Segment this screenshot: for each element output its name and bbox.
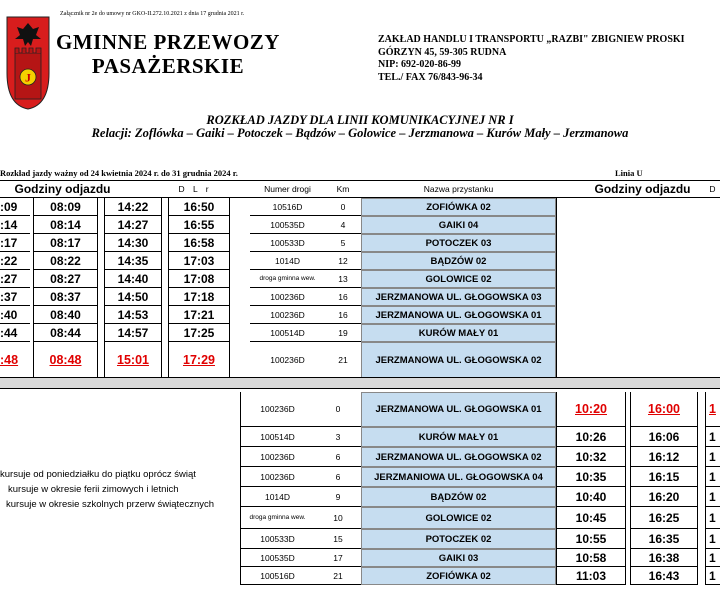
- header-dlr-left: D L r: [178, 184, 212, 194]
- departure-time: :17: [0, 234, 30, 252]
- road-number: 100236D: [240, 447, 315, 467]
- km-value: 10: [315, 507, 361, 529]
- road-number: 100236D: [250, 288, 325, 306]
- municipality-title-line1: GMINNE PRZEWOZY: [56, 30, 280, 54]
- departure-time: 1: [705, 567, 720, 585]
- departure-time: :40: [0, 306, 30, 324]
- road-number: 10516D: [250, 198, 325, 216]
- departure-time: 10:45: [556, 507, 626, 529]
- departure-time: 14:50: [104, 288, 162, 306]
- legend-item-weekdays: kursuje od poniedziałku do piątku oprócz świąt: [0, 469, 196, 480]
- departure-time: 14:53: [104, 306, 162, 324]
- departure-time: 1: [705, 427, 720, 447]
- header-stop-name: Nazwa przystanku: [423, 184, 494, 194]
- departure-time: 14:40: [104, 270, 162, 288]
- stop-name: GOLOWICE 02: [361, 270, 556, 288]
- header-km: Km: [336, 184, 350, 194]
- departure-time: :27: [0, 270, 30, 288]
- departure-time: 14:57: [104, 324, 162, 342]
- departure-time: 17:03: [168, 252, 230, 270]
- validity-note: Rozkład jazdy ważny od 24 kwietnia 2024 r. do 31 grudnia 2024 r.: [0, 168, 238, 178]
- road-number: 1014D: [250, 252, 325, 270]
- departure-time: 17:08: [168, 270, 230, 288]
- departure-time: 16:58: [168, 234, 230, 252]
- road-number: 100236D: [250, 306, 325, 324]
- km-value: 19: [325, 324, 361, 342]
- header-departures-left: Godziny odjazdu: [14, 182, 111, 196]
- departure-time: 14:22: [104, 198, 162, 216]
- departure-time: 16:06: [630, 427, 698, 447]
- departure-time: 1: [705, 467, 720, 487]
- km-value: 12: [325, 252, 361, 270]
- departure-time: 16:38: [630, 549, 698, 567]
- stop-name: POTOCZEK 02: [361, 529, 556, 549]
- departure-time: :44: [0, 324, 30, 342]
- road-number: 100533D: [250, 234, 325, 252]
- departure-time: 1: [705, 447, 720, 467]
- road-number: 100535D: [250, 216, 325, 234]
- departure-time: 08:22: [33, 252, 98, 270]
- departure-time: 17:21: [168, 306, 230, 324]
- municipality-title: [52, 30, 284, 78]
- inbound-top-rule: [0, 388, 720, 389]
- departure-time: 16:50: [168, 198, 230, 216]
- road-number: 100533D: [240, 529, 315, 549]
- section-separator: [0, 378, 720, 388]
- road-number: 100236D: [240, 392, 315, 427]
- km-value: 3: [315, 427, 361, 447]
- header-road-number: Numer drogi: [264, 184, 311, 194]
- departure-time: 17:25: [168, 324, 230, 342]
- departure-time: :48: [0, 342, 30, 378]
- stop-name: JERZMANOWA UL. GŁOGOWSKA 03: [361, 288, 556, 306]
- stop-name: KURÓW MAŁY 01: [361, 324, 556, 342]
- departure-time: 16:25: [630, 507, 698, 529]
- road-number: 1014D: [240, 487, 315, 507]
- road-number: 100516D: [240, 567, 315, 585]
- departure-time: 1: [705, 529, 720, 549]
- company-name: ZAKŁAD HANDLU I TRANSPORTU „RAZBI" ZBIGNIEW PROSKI: [378, 34, 685, 45]
- departure-time: 16:15: [630, 467, 698, 487]
- departure-time: 08:09: [33, 198, 98, 216]
- km-value: 16: [325, 306, 361, 324]
- departure-time: :22: [0, 252, 30, 270]
- stop-name: BĄDZÓW 02: [361, 252, 556, 270]
- municipal-crest-logo: [3, 13, 53, 111]
- departure-time: :09: [0, 198, 30, 216]
- stop-name: JERZMANOWA UL. GŁOGOWSKA 01: [361, 392, 556, 427]
- km-value: 16: [325, 288, 361, 306]
- departure-time: :14: [0, 216, 30, 234]
- stop-name: GAIKI 03: [361, 549, 556, 567]
- departure-time: 10:26: [556, 427, 626, 447]
- departure-time: 1: [705, 487, 720, 507]
- km-value: 4: [325, 216, 361, 234]
- departure-time: 10:35: [556, 467, 626, 487]
- road-number: droga gminna wew.: [250, 270, 325, 288]
- road-number: droga gminna wew.: [240, 507, 315, 529]
- header-dlr-right: D: [709, 184, 716, 194]
- crest-letter: J: [25, 70, 31, 85]
- departure-time: 1: [705, 549, 720, 567]
- departure-time: 08:40: [33, 306, 98, 324]
- departure-time: 08:27: [33, 270, 98, 288]
- company-info: [378, 34, 685, 84]
- km-value: 6: [315, 447, 361, 467]
- inbound-left-rule: [240, 392, 241, 585]
- municipality-title-line2: PASAŻERSKIE: [91, 54, 245, 78]
- stop-name: GAIKI 04: [361, 216, 556, 234]
- stop-name: JERZMANOWA UL. GŁOGOWSKA 01: [361, 306, 556, 324]
- company-phone: TEL./ FAX 76/843-96-34: [378, 71, 483, 83]
- road-number: 100514D: [250, 324, 325, 342]
- departure-time: 08:14: [33, 216, 98, 234]
- header-departures-right: Godziny odjazdu: [594, 182, 691, 196]
- km-value: 0: [315, 392, 361, 427]
- departure-time: 16:43: [630, 567, 698, 585]
- departure-time: 08:48: [33, 342, 98, 378]
- stop-name: JERZMANOWA UL. GŁOGOWSKA 02: [361, 342, 556, 378]
- stop-name: KURÓW MAŁY 01: [361, 427, 556, 447]
- departure-time: 10:55: [556, 529, 626, 549]
- departure-time: 17:29: [168, 342, 230, 378]
- departure-time: 10:32: [556, 447, 626, 467]
- road-number: 100535D: [240, 549, 315, 567]
- departure-time: 08:37: [33, 288, 98, 306]
- departure-time: 14:27: [104, 216, 162, 234]
- legend-item-holidays: kursuje w okresie ferii zimowych i letnich: [8, 484, 179, 495]
- stop-name: JERZMANOWA UL. GŁOGOWSKA 02: [361, 447, 556, 467]
- route-relation: Relacji: Zoflówka – Gaiki – Potoczek – Bądzów – Golowice – Jerzmanowa – Kurów Mały – Jerzmanowa: [91, 126, 629, 140]
- stop-name: ZOFIÓWKA 02: [361, 567, 556, 585]
- departure-time: 10:20: [556, 392, 626, 427]
- legend-item-school-breaks: kursuje w okresie szkolnych przerw świątecznych: [6, 499, 215, 510]
- departure-time: 16:55: [168, 216, 230, 234]
- schedule-title: ROZKŁAD JAZDY DLA LINII KOMUNIKACYJNEJ NR I: [206, 113, 514, 127]
- km-value: 5: [325, 234, 361, 252]
- km-value: 9: [315, 487, 361, 507]
- stop-name: JERZMANIOWA UL. GŁOGOWSKA 04: [361, 467, 556, 487]
- departure-time: 08:44: [33, 324, 98, 342]
- km-value: 15: [315, 529, 361, 549]
- departure-time: 10:40: [556, 487, 626, 507]
- km-value: 0: [325, 198, 361, 216]
- km-value: 17: [315, 549, 361, 567]
- stop-name: BĄDZÓW 02: [361, 487, 556, 507]
- stop-name: GOLOWICE 02: [361, 507, 556, 529]
- departure-time: 15:01: [104, 342, 162, 378]
- departure-time: 16:20: [630, 487, 698, 507]
- departure-time: 08:17: [33, 234, 98, 252]
- line-label: Linia U: [615, 168, 643, 178]
- departure-time: 11:03: [556, 567, 626, 585]
- departure-time: 17:18: [168, 288, 230, 306]
- road-number: 100236D: [250, 342, 325, 378]
- departure-time: 14:35: [104, 252, 162, 270]
- km-value: 13: [325, 270, 361, 288]
- departure-time: 10:58: [556, 549, 626, 567]
- departure-time: 1: [705, 507, 720, 529]
- departure-time: 16:00: [630, 392, 698, 427]
- company-address: GÓRZYN 45, 59-305 RUDNA: [378, 46, 507, 58]
- km-value: 21: [315, 567, 361, 585]
- attachment-note: Załącznik nr 2e do umowy nr GKO-II.272.10.2021 z dnia 17 grudnia 2021 r.: [60, 11, 245, 17]
- road-number: 100236D: [240, 467, 315, 487]
- stop-name: POTOCZEK 03: [361, 234, 556, 252]
- timetable: [0, 180, 720, 600]
- departure-time: 1: [705, 392, 720, 427]
- departure-time: :37: [0, 288, 30, 306]
- departure-time: 16:12: [630, 447, 698, 467]
- company-nip: NIP: 692-020-86-99: [378, 59, 462, 70]
- stop-column-rule: [556, 198, 557, 378]
- km-value: 6: [315, 467, 361, 487]
- departure-time: 16:35: [630, 529, 698, 549]
- departure-time: 14:30: [104, 234, 162, 252]
- km-value: 21: [325, 342, 361, 378]
- stop-name: ZOFIÓWKA 02: [361, 198, 556, 216]
- road-number: 100514D: [240, 427, 315, 447]
